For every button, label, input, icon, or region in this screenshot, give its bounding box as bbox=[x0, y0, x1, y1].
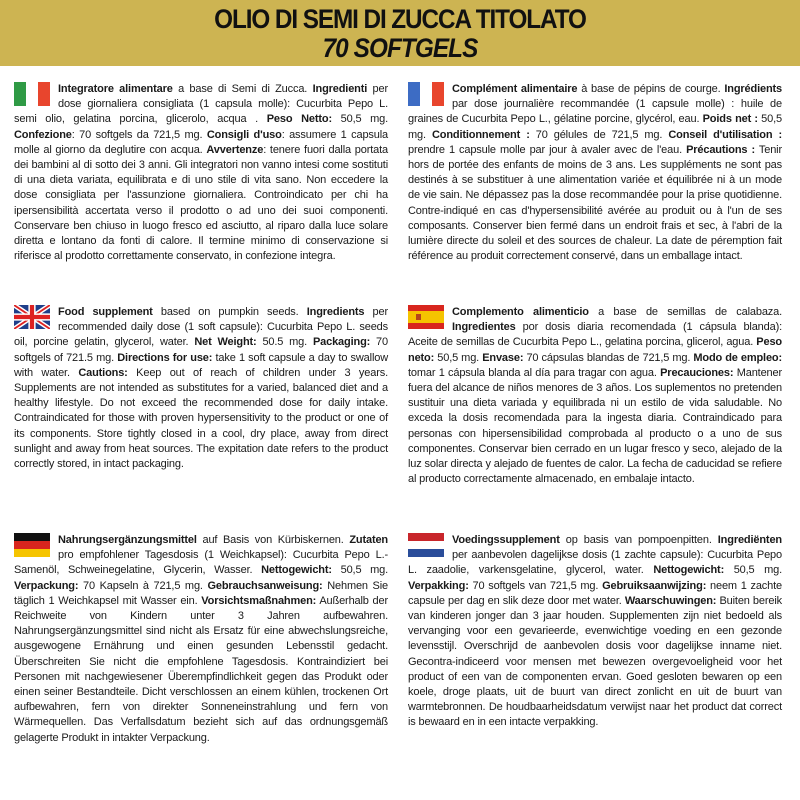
label-heading-text: Precauciones: bbox=[660, 366, 734, 379]
label-body-text: prendre 1 capsule molle par jour à avaler avec de l'eau. bbox=[408, 143, 687, 156]
label-body-text: por dosis diaria recomendada (1 cápsula blanda): Aceite de semillas de Cucurbita Pepo L., gelatina porcina, glicerol, agua. bbox=[408, 321, 782, 349]
label-heading-text: Gebruiksaanwijzing: bbox=[602, 579, 707, 592]
label-body-text: 70 Kapseln à 721,5 mg. bbox=[78, 579, 208, 592]
label-heading-text: Ingredients bbox=[306, 306, 365, 318]
label-heading-text: Cautions: bbox=[78, 366, 128, 379]
label-heading-text: Verpackung: bbox=[14, 579, 79, 592]
netherlands-flag-icon bbox=[408, 533, 444, 557]
label-body-text: Mantener fuera del alcance de niños menores de 3 años. Los suplementos no pretenden sustituir una dieta variada y equilibrada ni un estilo de vida saludable. No exceda la dosis recomendada para la ingesta diaria. Contraindicado para personas con hipersensibilidad comprobada al producto o a uno de sus componentes. Conservar bien cerrado en un lugar fresco y seco, alejado de la luz solar directa y alejado de fuentes de calor. La fecha de caducidad se refiere al producto correctamente almacenado, en embalaje intacto. bbox=[408, 366, 782, 486]
label-body-text: Nehmen Sie täglich 1 Weichkapsel mit Wasser ein. bbox=[14, 579, 388, 607]
label-body-text: Tenir hors de portée des enfants de moins de 3 ans. Les suppléments ne sont pas destinés à se substituer à une alimentation variée et équilibrée ni à un mode de vie sain. Ne dépassez pas la dose recommandée pour la prise quotidienne. Contre-indiqué en cas d'hypersensibilité avérée au produit ou à l'un de ses composants. Conserver bien fermé dans un endroit frais et sec, à l'abri de la lumière directe du soleil et des sources de chaleur. La date de péremption fait référence au produit correctement conservé, dans un emballage intact. bbox=[408, 143, 782, 263]
label-heading-text: Nettogewicht: bbox=[653, 564, 725, 577]
title-banner bbox=[0, 0, 800, 66]
label-body-text: pro empfohlener Tagesdosis (1 Weichkapsel): Cucurbita Pepo L.-Samenöl, Schweinegelatine, Glycerin, Wasser. bbox=[14, 549, 388, 577]
label-body-text: à base de pépins de courge. bbox=[577, 83, 725, 95]
label-body-text: per aanbevolen dagelijkse dosis (1 zachte capsule): Cucurbita Pepo L. zaadolie, varkensgelatine, glycerol, water. bbox=[408, 549, 782, 577]
label-body-text: a base de semillas de calabaza. bbox=[588, 306, 783, 318]
label-heading-text: Complément alimentaire bbox=[452, 83, 578, 95]
label-body-text: Außerhalb der Reichweite von Kindern unter 3 Jahren aufbewahren. Nahrungsergänzungsmittel sind nicht als Ersatz für eine abwechslungsreiche, ausgewogene Ernährung und einen gesunden Lebensstil gedacht. Überschreiten Sie nicht die empfohlene Tagesdosis. Kontraindiziert bei Personen mit nachgewiesener Überempfindlichkeit gegen das Produkt oder einen seiner Bestandteile. Dicht verschlossen an einem kühlen, trockenen Ort aufbewahren, fern von direkter Sonneneinstrahlung und fern von Wärmequellen. Das Verfallsdatum bezieht sich auf das ordnungsgemäß gelagerte Produkt in intakter Verpackung. bbox=[14, 594, 389, 744]
label-heading-text: Verpakking: bbox=[408, 579, 469, 592]
label-heading-text: Ingrédients bbox=[724, 83, 782, 95]
label-heading-text: Food supplement bbox=[58, 306, 153, 318]
label-heading-text: Conditionnement : bbox=[431, 128, 530, 141]
dutch-label-block bbox=[408, 533, 782, 731]
label-heading-text: Envase: bbox=[482, 351, 524, 364]
label-body-text: par dose journalière recommandée (1 capsule molle) : huile de graines de Cucurbita Pepo L., gélatine porcine, glycérol, eau. bbox=[408, 98, 782, 126]
italy-flag-icon bbox=[14, 82, 50, 106]
label-heading-text: Voedingssupplement bbox=[452, 534, 560, 546]
label-heading-text: Consigli d'uso bbox=[206, 128, 282, 141]
label-body-text: 70 softgels van 721,5 mg. bbox=[468, 579, 603, 592]
uk-flag-icon bbox=[14, 305, 50, 329]
label-heading-text: Vorsichtsmaßnahmen: bbox=[201, 594, 317, 607]
spanish-label-block bbox=[408, 305, 782, 487]
label-heading-text: Nettogewicht: bbox=[261, 564, 332, 577]
label-body-text: Buiten bereik van kinderen jonger dan 3 jaar houden. Supplementen zijn niet bedoeld als vervanging voor een gevarieerde, evenwichtige voeding en een gezonde levensstijl. Overschrijd de aanbevolen dosis voor dagelijkse inname niet. Gecontra-indiceerd voor mensen met bewezen overgevoeligheid voor het product of een van de componenten ervan. Goed gesloten bewaren op een koele, droge plaats, uit de buurt van direct zonlicht en uit de buurt van warmtebronnen. De houdbaarheidsdatum verwijst naar het product dat correct is bewaard en in een intacte verpakking. bbox=[408, 594, 782, 729]
label-heading-text: Poids net : bbox=[702, 113, 758, 126]
label-body-text: 50.5 mg. bbox=[256, 336, 313, 349]
label-heading-text: Ingrediënten bbox=[717, 534, 782, 546]
france-flag-icon bbox=[408, 82, 444, 106]
french-label-block bbox=[408, 82, 782, 264]
label-heading-text: Peso Netto: bbox=[266, 113, 332, 126]
label-body-text: : 70 softgels da 721,5 mg. bbox=[71, 128, 207, 141]
label-body-text: per dose giornaliera consigliata (1 capsula molle): Cucurbita Pepo L. semi olio, gelatina porcina, glicerolo, acqua . bbox=[14, 83, 388, 126]
label-heading-text: Zutaten bbox=[349, 534, 388, 546]
label-heading-text: Avvertenze bbox=[206, 143, 264, 156]
label-heading-text: Peso neto: bbox=[408, 336, 782, 364]
label-body-text: neem 1 zachte capsule per dag en slik deze door met water. bbox=[408, 579, 782, 607]
label-body-text: a base di Semi di Zucca. bbox=[172, 83, 313, 95]
label-heading-text: Conseil d'utilisation : bbox=[668, 128, 783, 141]
label-heading-text: Modo de empleo: bbox=[693, 351, 782, 364]
label-body-text: auf Basis von Kürbiskernen. bbox=[196, 534, 350, 546]
label-body-text: take 1 soft capsule a day to swallow with water. bbox=[14, 351, 389, 379]
label-body-text: 50,5 mg. bbox=[331, 564, 388, 577]
label-body-text: : tenere fuori dalla portata dei bambini al di sotto dei 3 anni. Gli integratori non vanno intesi come sostituti di una dieta variata, equilibrata e di uno stile di vita sano. Non eccedere la dose consigliata per l'assunzione giornaliera. Controindicato per chi ha ipersensibilità accertata verso il prodotto o ad uno dei suoi componenti. Conservare ben chiuso in luogo fresco ed asciutto, al riparo dalla luce solare diretta e lontano da fonti di calore. Il termine minimo di conservazione si riferisce al prodotto correttamente conservato, in confezione integra. bbox=[14, 143, 389, 263]
label-heading-text: Nahrungsergänzungsmittel bbox=[58, 534, 197, 546]
product-subtitle: 70 SOFTGELS bbox=[322, 33, 478, 63]
label-heading-text: Gebrauchsanweisung: bbox=[207, 579, 323, 592]
label-heading-text: Integratore alimentare bbox=[58, 83, 173, 95]
label-heading-text: Net Weight: bbox=[194, 336, 257, 349]
spain-flag-icon bbox=[408, 305, 444, 329]
label-body-text: based on pumpkin seeds. bbox=[152, 306, 307, 318]
label-heading-text: Complemento alimenticio bbox=[452, 306, 589, 318]
label-heading-text: Précautions : bbox=[686, 143, 755, 156]
label-heading-text: Ingredienti bbox=[312, 83, 368, 95]
label-body-text: 50,5 mg. bbox=[724, 564, 782, 577]
italian-label-block bbox=[14, 82, 388, 264]
label-body-text: tomar 1 cápsula blanda al día para tragar con agua. bbox=[408, 366, 661, 379]
label-body-text: op basis van pompoenpitten. bbox=[559, 534, 718, 546]
label-body-text: Keep out of reach of children under 3 years. Supplements are not intended as substitutes for a varied, balanced diet and a healthy lifestyle. Do not exceed the recommended dose for daily intake. Contraindicated for those with proven hypersensitivity to the product or one of its components. Store tightly closed in a cool, dry place, away from direct sunlight and away from heat sources. The expitation date refers to the product correctly stored, in intact packaging. bbox=[14, 366, 388, 471]
english-label-block bbox=[14, 305, 388, 472]
label-body-text: 70 cápsulas blandas de 721,5 mg. bbox=[523, 351, 694, 364]
label-body-text: 50,5 mg. bbox=[408, 113, 782, 141]
label-body-text: per recommended daily dose (1 soft capsule): Cucurbita Pepo L. seeds oil, porcine gelatin, glycerol, water. bbox=[14, 306, 388, 349]
label-heading-text: Confezione bbox=[14, 128, 72, 141]
label-heading-text: Ingredientes bbox=[452, 321, 516, 334]
label-body-text: 70 softgels of 721.5 mg. bbox=[14, 336, 388, 364]
label-heading-text: Packaging: bbox=[312, 336, 371, 349]
label-body-text: 50,5 mg. bbox=[331, 113, 389, 126]
label-heading-text: Waarschuwingen: bbox=[624, 594, 717, 607]
product-title: OLIO DI SEMI DI ZUCCA TITOLATO bbox=[214, 4, 586, 34]
label-body-text: 70 gélules de 721,5 mg. bbox=[529, 128, 669, 141]
label-body-text: 50,5 mg. bbox=[434, 351, 483, 364]
germany-flag-icon bbox=[14, 533, 50, 557]
german-label-block bbox=[14, 533, 388, 746]
label-body-text: : assumere 1 capsula molle al giorno da deglutire con acqua. bbox=[14, 128, 388, 156]
label-heading-text: Directions for use: bbox=[117, 351, 213, 364]
